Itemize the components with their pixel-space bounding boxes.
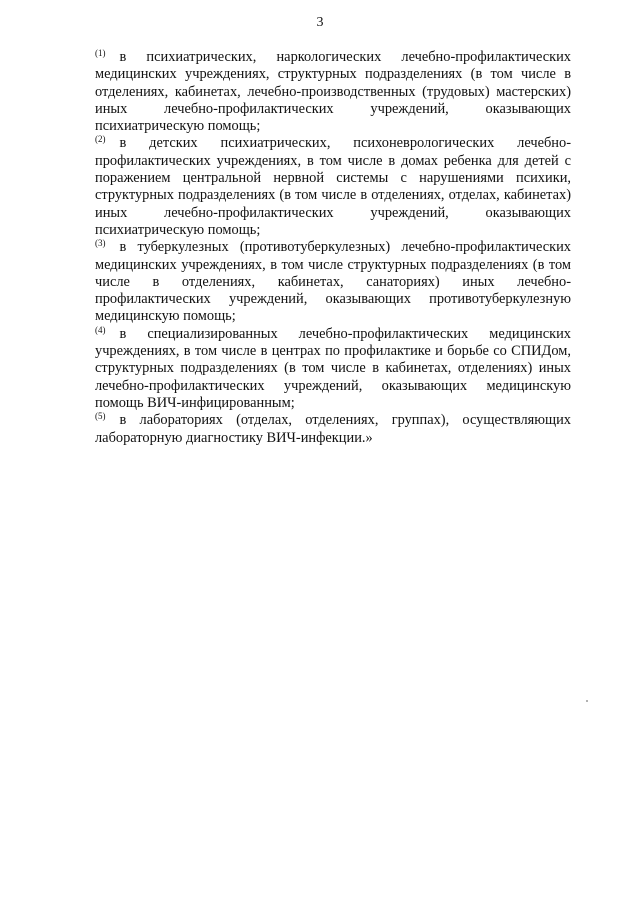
item-text: в психиатрических, наркологических лечебно-профилактических медицинских учреждениях, структурных подразделениях (в том числе в отделениях, кабинетах, лечебно-производственных (трудовых) мастерских) иных лечебно-профилактических учреждений, оказывающих психиатрическую помощь;	[95, 49, 571, 135]
item-text: в туберкулезных (противотуберкулезных) лечебно-профилактических медицинских учреждениях, в том числе структурных подразделениях (в том числе в отделениях, кабинетах, санаториях) иных лечебно-профилактических учреждений, оказывающих противотуберкулезную медицинскую помощь;	[95, 239, 571, 325]
scan-speck	[586, 700, 588, 702]
item-marker: (4)	[95, 324, 106, 335]
list-item	[95, 49, 571, 135]
list-item	[95, 326, 571, 412]
page-number: 3	[316, 15, 324, 30]
item-marker: (3)	[95, 238, 106, 249]
item-marker: (1)	[95, 48, 106, 58]
item-text: в специализированных лечебно-профилактических медицинских учреждениях, в том числе в центрах по профилактике и борьбе со СПИДом, структурных подразделениях (в том числе в кабинетах, отделениях) иных лечебно-профилактических учреждений, оказывающих медицинскую помощь ВИЧ-инфицированным;	[95, 325, 571, 411]
item-text: в детских психиатрических, психоневрологических лечебно-профилактических учреждениях, в том числе в домах ребенка для детей с поражением центральной нервной системы с нарушениями психики, структурных подразделениях (в том числе в отделениях, отделах, кабинетах) иных лечебно-профилактических учреждений, оказывающих психиатрическую помощь;	[95, 135, 571, 238]
list-item	[95, 412, 571, 447]
item-text: в лабораториях (отделах, отделениях, группах), осуществляющих лабораторную диагностику ВИЧ-инфекции.»	[95, 412, 571, 446]
document-body	[95, 49, 571, 447]
list-item	[95, 135, 571, 239]
list-item	[95, 239, 571, 325]
item-marker: (5)	[95, 411, 106, 422]
item-marker: (2)	[95, 134, 106, 145]
